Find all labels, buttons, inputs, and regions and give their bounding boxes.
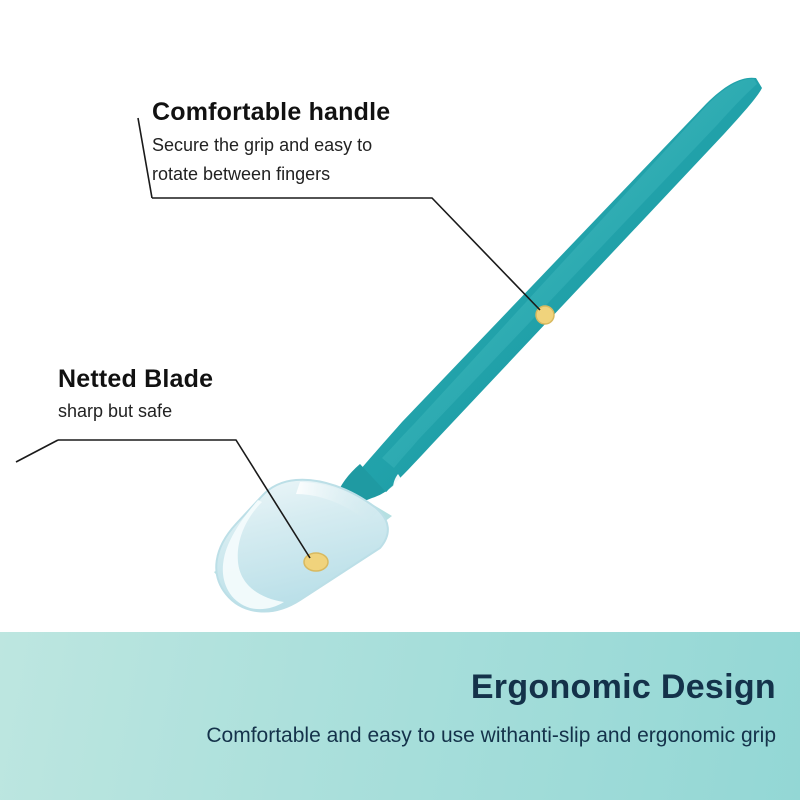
callout-blade-subtitle-line1: sharp but safe	[58, 400, 173, 421]
callout-handle-subtitle-line2: rotate between fingers	[152, 164, 331, 185]
handle-leader-line	[152, 198, 540, 310]
banner-subtitle: Comfortable and easy to use withanti-slip and ergonomic grip	[206, 724, 776, 747]
callout-handle-subtitle-line1: Secure the grip and easy to	[152, 134, 373, 155]
callout-blade	[58, 365, 213, 422]
callout-handle	[152, 98, 390, 186]
banner-title: Ergonomic Design	[470, 668, 776, 706]
handle-leader-tick	[138, 118, 152, 198]
callout-handle-title: Comfortable handle	[152, 98, 391, 126]
blade-marker-dot	[304, 553, 328, 571]
callout-blade-title: Netted Blade	[58, 365, 214, 393]
handle-highlight	[382, 79, 757, 468]
bottom-banner	[0, 632, 800, 800]
blade-leader-tick	[16, 440, 58, 462]
